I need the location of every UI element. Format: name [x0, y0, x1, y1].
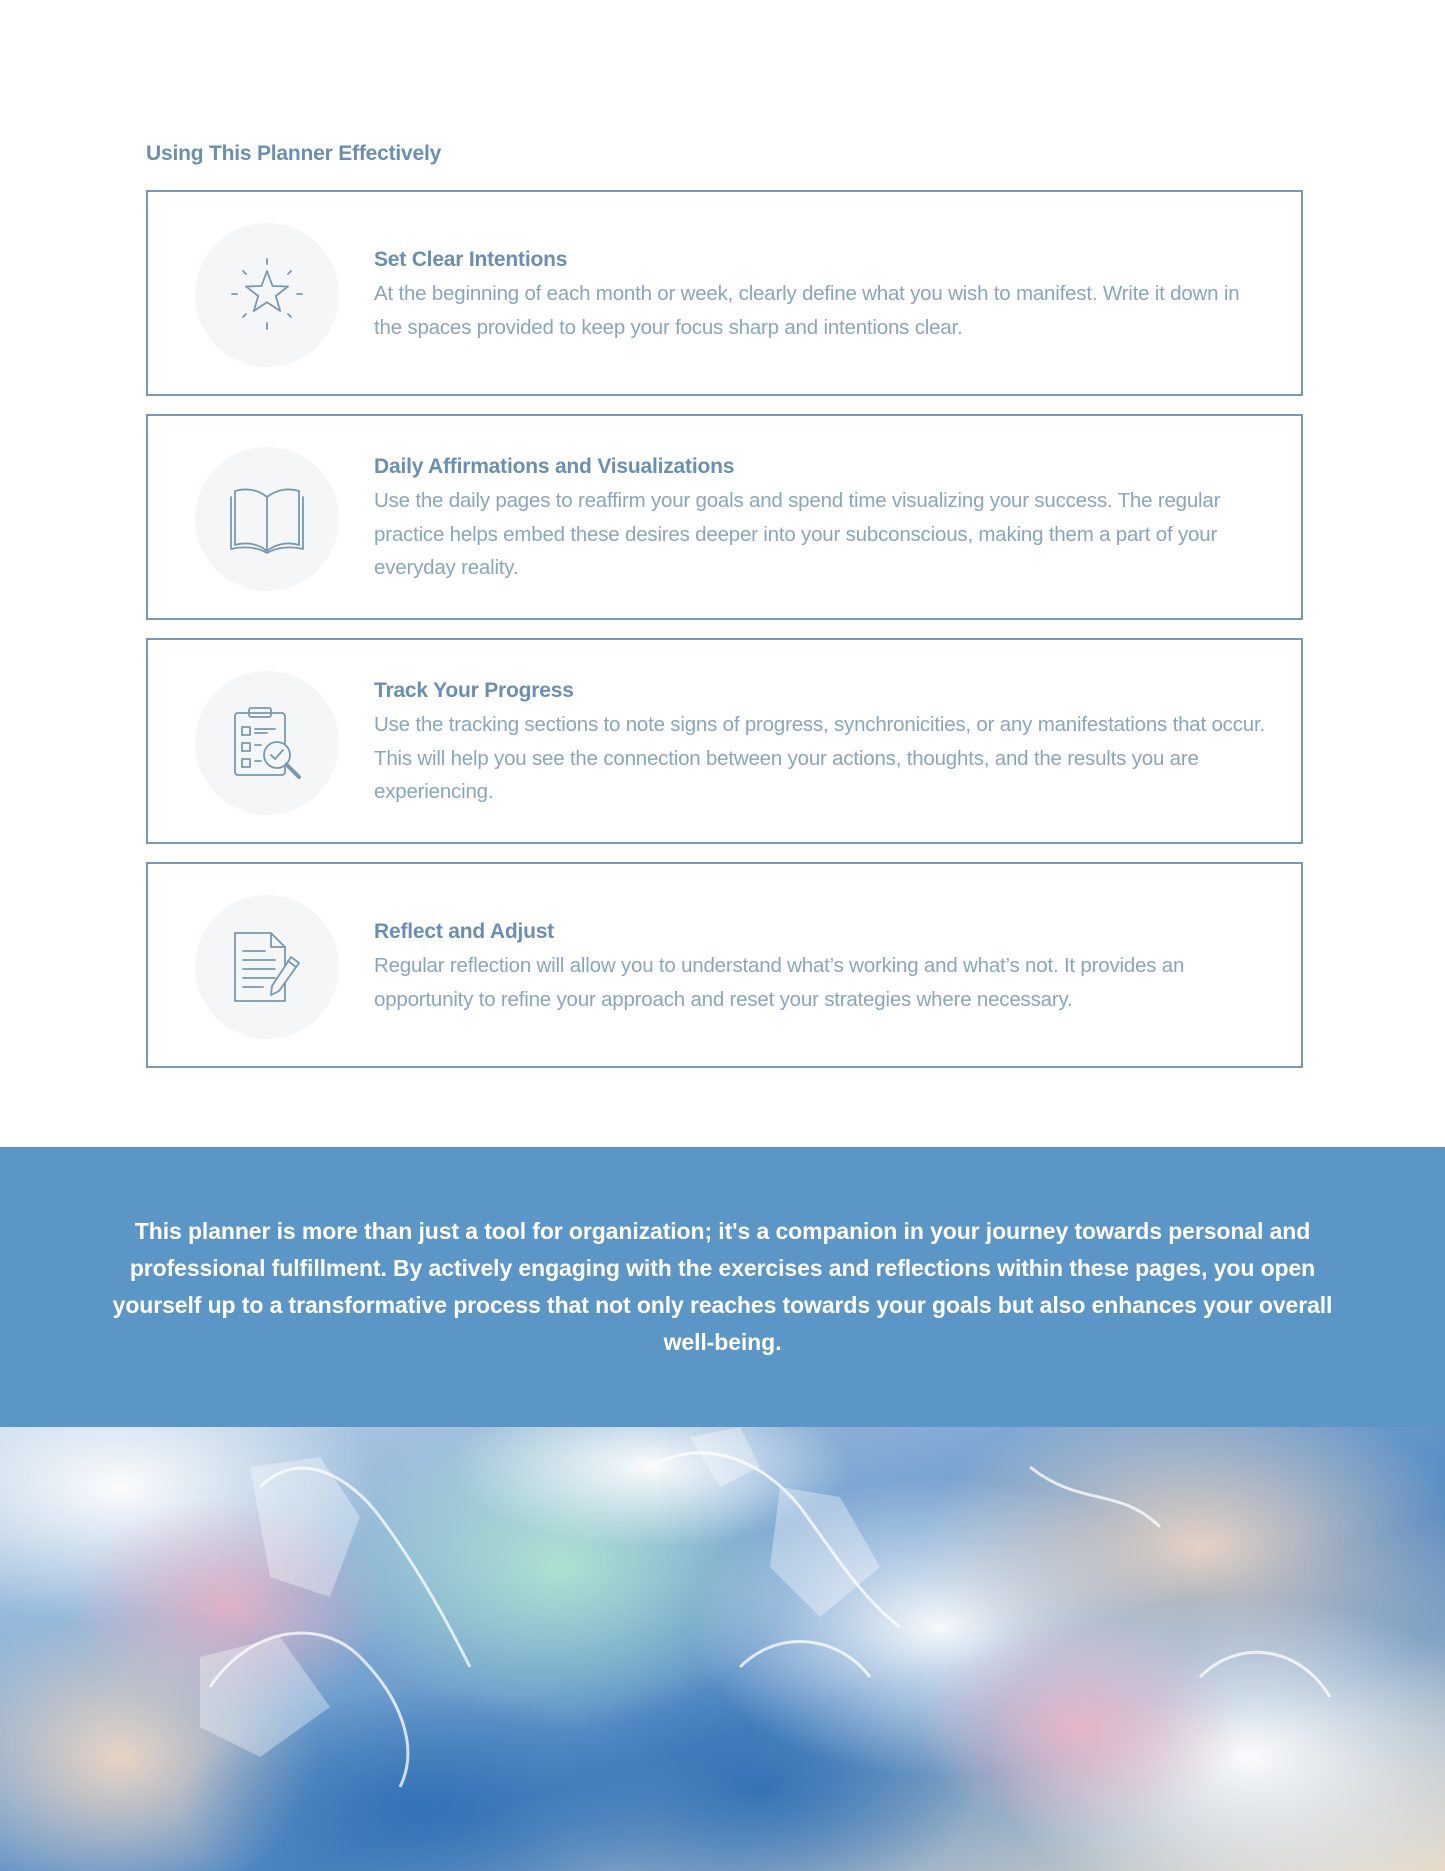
card-title: Track Your Progress [374, 679, 574, 702]
card-description: Use the daily pages to reaffirm your goals and spend time visualizing your success. The regular practice helps embed these desires deeper into your subconscious, making them a part of your everyday reality. [374, 489, 1221, 579]
document-pencil-icon [195, 895, 339, 1039]
clipboard-search-icon [195, 671, 339, 815]
book-icon [195, 447, 339, 591]
card-track-progress [146, 638, 1303, 844]
card-daily-affirmations [146, 414, 1303, 620]
card-title: Daily Affirmations and Visualizations [374, 455, 735, 478]
banner-text: This planner is more than just a tool for organization; it's a companion in your journey towards personal and professional fulfillment. By actively engaging with the exercises and reflections within these pages, you open yourself up to a transformative process that not only reaches towards your goals but also enhances your overall well-being. [112, 1218, 1333, 1355]
star-icon [195, 223, 339, 367]
card-reflect-adjust [146, 862, 1303, 1068]
card-title: Set Clear Intentions [374, 248, 568, 271]
card-title: Reflect and Adjust [374, 920, 554, 943]
iridescent-ice-photo [0, 1427, 1445, 1871]
card-set-clear-intentions [146, 190, 1303, 396]
card-description: Regular reflection will allow you to understand what’s working and what’s not. It provides an opportunity to refine your approach and reset your strategies where necessary. [374, 954, 1185, 1011]
section-title: Using This Planner Effectively [146, 142, 442, 165]
closing-banner [0, 1147, 1445, 1427]
card-description: At the beginning of each month or week, clearly define what you wish to manifest. Write it down in the spaces provided to keep your focus sharp and intentions clear. [374, 282, 1240, 339]
card-description: Use the tracking sections to note signs of progress, synchronicities, or any manifestations that occur. This will help you see the connection between your actions, thoughts, and the results you are experiencing. [374, 713, 1265, 803]
